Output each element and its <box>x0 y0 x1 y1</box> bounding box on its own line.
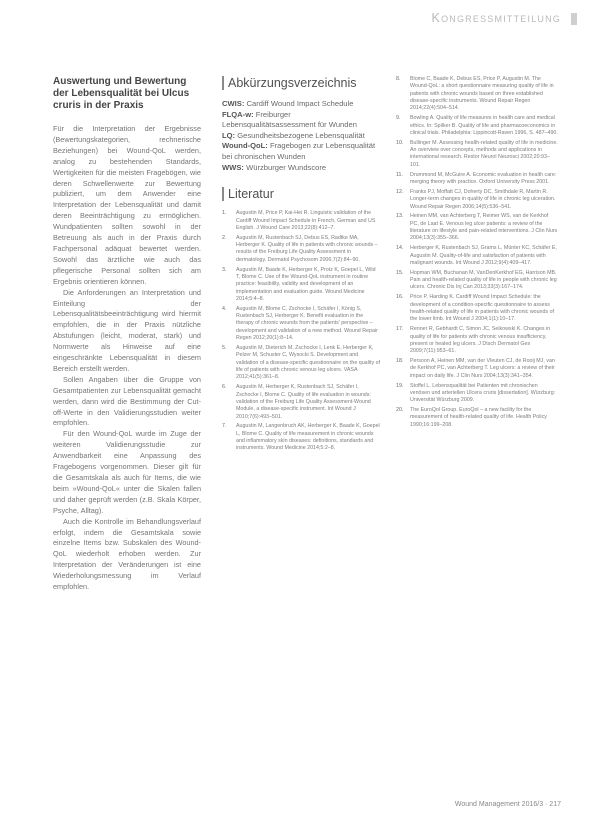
running-head: Kongressmitteilung <box>431 11 561 25</box>
section-title: Auswertung und Bewertung der Lebensqualität bei Ulcus cruris in der Praxis <box>53 76 190 111</box>
reference-item <box>396 213 558 242</box>
page-footer: Wound Management 2016/3 · 217 <box>454 801 561 808</box>
reference-item <box>396 383 558 405</box>
reference-item <box>396 407 558 429</box>
reference-item <box>396 358 558 380</box>
paragraph: Sollen Angaben über die Gruppe von Gesamtpatienten zur Lebensqualität gemacht werden, dann wird die Bestimmung der Cut-off-Werte in den Validierungsstudien weiter empfohlen. <box>53 374 201 428</box>
reference-number: 1. <box>222 210 227 217</box>
reference-text: The EuroQol Group. EuroQol – a new facility for the measurement of health-related quality of life. Health Policy 1990;16:199–208. <box>410 407 547 428</box>
abbreviation-value: Fragebogen zur Lebensqualität bei chronischen Wunden <box>222 141 376 161</box>
reference-text: Blome C, Baade K, Debus ES, Price P, Augustin M. The Wound-QoL: a short questionnaire measuring quality of life in patients with chronic wounds based on three established disease-specific instruments. Wound Repair Regen 2014;22(4):504–514. <box>410 76 554 112</box>
paragraph: Für die Interpretation der Ergebnisse (Bewertungskategorien, rechnerische Beziehungen) bei Wound-QoL werden, analog zu bestehenden Standards, Wertigkeiten für die meisten Fragebögen, wie deren Schwellenwerte zur Bewertung publiziert, um dem Anwender eine Interpretation der Lebensqualität und damit deren Beeinträchtigung zu ermöglichen. Wundpatienten sollten sowohl in der Betreuung als auch in der Praxis durch Fachpersonal adäquat bewertet werden. Sowohl das ärztliche wie auch das pflegerische Personal sollten sich am Ergebnis orientieren können. <box>53 124 201 286</box>
reference-list-part-2 <box>396 76 558 429</box>
reference-text: Persoon A, Heinen MM, van der Vleuten CJ, de Rooij MJ, van de Kerkhof PC, van Achterberg T. Leg ulcers: a review of their impact on daily life. J Clin Nurs 2004;13(3):341–354. <box>410 358 555 379</box>
reference-number: 11. <box>396 171 403 178</box>
reference-item <box>222 384 380 421</box>
paragraph: Auch die Kontrolle im Behandlungsverlauf erfolgt, indem die Gesamtskala sowie einzelne Items bzw. Subskalen des Wound-QoL wiederholt erhoben werden. Zur Interpretation der Veränderungen ist eine Wiederholungsmessung im Verlauf empfohlen. <box>53 516 201 592</box>
reference-text: Franks PJ, Moffatt CJ, Doherty DC, Smithdale R, Martin R. Longer-term changes in quality of life in chronic leg ulceration. Wound Repair Regen 2006;14(5):536–541. <box>410 188 556 210</box>
reference-number: 8. <box>396 76 401 82</box>
left-column <box>53 76 201 593</box>
reference-item <box>396 172 558 187</box>
reference-item <box>222 235 380 264</box>
reference-number: 3. <box>222 266 227 273</box>
reference-text: Augustin M, Herberger K, Rustenbach SJ, Schäfer I, Zschocke I, Blome C. Quality of life evaluation in wounds: validation of the Freiburg Life Quality Assessment-Wound Module, a disease-specific instrument. Int Wound J 2010;7(6):493–501. <box>236 384 371 420</box>
reference-number: 6. <box>222 384 227 391</box>
abbreviation-key: LQ: <box>222 130 236 140</box>
right-column <box>396 76 558 432</box>
literature-heading <box>222 187 380 201</box>
reference-number: 10. <box>396 139 404 146</box>
reference-text: Augustin M, Dieterich M, Zschocke I, Lenk E, Herberger K, Pelzer M, Schuster C, Wysocki S. Development and validation of a disease-specific questionnaire on the quality of life of patients with chronic venous leg ulcers. VASA 2012;41(5):361–8. <box>236 345 380 381</box>
reference-text: Augustin M, Baade K, Herberger K, Protz K, Goepel L, Wild T, Blome C. Use of the Wound-QoL instrument in routine practice: feasibility, validity and development of an implementation and evaluation guide. Wound Medicine 2014;5:4–8. <box>236 266 376 302</box>
reference-text: Price P, Harding K. Cardiff Wound Impact Schedule: the development of a condition-specific questionnaire to assess health-related quality of life in patients with chronic wounds of the lower limb. Int Wound J 2004;1(1):10–17. <box>410 294 554 323</box>
reference-text: Augustin M, Rustenbach SJ, Debus ES, Radtke MA, Herberger K. Quality of life in patients with chronic wounds – results of the Freiburg Life Quality Assessment in dermatology. Dermatol Psychosom 2006;7(2):84–90. <box>236 234 378 263</box>
reference-number: 18. <box>396 358 404 365</box>
reference-text: Drummond M, McGuire A. Economic evaluation in health care: merging theory with practice. Oxford University Press 2001. <box>410 171 557 185</box>
reference-number: 14. <box>396 245 404 252</box>
reference-number: 15. <box>396 269 404 276</box>
abbreviation-value: Würzburger Wundscore <box>246 162 327 172</box>
abbreviation-item <box>222 163 380 174</box>
abbreviation-key: Wound-QoL: <box>222 141 268 151</box>
paragraph: Die Anforderungen an Interpretation und Einteilung der Lebensqualitätsbeeinträchtigung wird hiermit empfohlen, die in der Praxis nützliche Abstufungen (leicht, moderat, stark) und Normwerte als Hinweise auf eine eingeschränkte Lebensqualität in diesem Bereich erstellt werden. <box>53 287 201 373</box>
reference-item <box>222 306 380 343</box>
body-text <box>53 124 201 593</box>
abbreviations-heading <box>222 76 380 90</box>
reference-number: 5. <box>222 345 227 351</box>
reference-number: 20. <box>396 407 404 414</box>
reference-text: Bowling A. Quality of life measures in health care and medical ethics. In: Spilker B. Quality of life and pharmacoeconomics in clinical trials. Philadelphia: Lippincott-Raven 1996, S. 487–490. <box>410 115 558 136</box>
literature-title: Literatur <box>228 187 274 202</box>
abbreviation-item <box>222 141 380 162</box>
reference-text: Stoffel L. Lebensqualität bei Patienten mit chronischen venösen und arteriellen Ulcera cruris [dissertation]. Würzburg: Universität Würzburg 2009. <box>410 382 556 404</box>
reference-number: 16. <box>396 294 404 301</box>
reference-text: Augustin M, Langenbruch AK, Herberger K, Baade K, Goepel L, Blome C. Quality of life measurement in chronic wounds and inflammatory skin diseases: definitions, standards and instruments. Wound Medicine 2014;5:2–8. <box>236 423 380 452</box>
abbreviation-value: Cardiff Wound Impact Schedule <box>246 99 354 108</box>
reference-item <box>396 189 558 211</box>
running-head-marker <box>571 13 577 25</box>
abbreviation-key: CWIS: <box>222 99 245 108</box>
reference-item <box>396 270 558 292</box>
reference-item <box>396 76 558 113</box>
reference-number: 7. <box>222 423 227 430</box>
abbreviation-item <box>222 99 380 110</box>
reference-item <box>396 326 558 355</box>
reference-number: 13. <box>396 213 404 220</box>
reference-number: 9. <box>396 115 401 122</box>
reference-item <box>222 210 380 232</box>
reference-text: Augustin M, Price P, Kai-Hei R. Linguistic validation of the Cardiff Wound Impact Schedule in French, German and US English. J Wound Care 2013;22(8):412–7. <box>236 210 376 231</box>
reference-number: 12. <box>396 188 404 195</box>
abbreviation-item <box>222 110 380 131</box>
abbreviations-title: Abkürzungsverzeichnis <box>228 76 357 90</box>
reference-item <box>396 245 558 267</box>
reference-item <box>396 140 558 169</box>
abbreviation-key: WWS: <box>222 162 244 172</box>
reference-text: Bullinger M. Assessing health-related quality of life in medicine. An overview over concepts, methods and applications in international research. Restor Neurol Neurosci 2002;20:93–101. <box>410 139 558 168</box>
heading-bar <box>222 76 224 90</box>
heading-bar <box>222 187 224 201</box>
middle-column <box>222 76 380 455</box>
reference-number: 2. <box>222 234 227 241</box>
reference-text: Augustin M, Blome C, Zschocke I, Schäfer I, König S, Rustenbach SJ, Herberger K. Benefit evaluation in the therapy of chronic wounds from the patients' perspective – development and validation of a new method. Wound Repair Regen 2012;20(1):8–14. <box>236 305 378 342</box>
reference-text: Herberger K, Rustenbach SJ, Grams L, Münter KC, Schäfer E, Augustin M. Quality-of-life and satisfaction of patients with malignant wounds. Int Wound J 2012;9(4):409–417. <box>410 245 557 266</box>
reference-text: Heinen MM, van Achterberg T, Reimer WS, van de Kerkhof PC, de Laat E. Venous leg ulcer patients: a review of the literature on lifestyle and pain-related interventions. J Clin Nurs 2004;13(3):355–366. <box>410 213 558 242</box>
reference-number: 4. <box>222 305 227 312</box>
reference-list-part-1 <box>222 210 380 453</box>
reference-item <box>222 345 380 382</box>
reference-item <box>222 267 380 304</box>
abbreviation-item <box>222 131 380 142</box>
reference-number: 19. <box>396 382 404 389</box>
reference-item <box>222 423 380 452</box>
abbreviation-value: Freiburger Lebensqualitätsassessment für Wunden <box>222 109 357 130</box>
reference-text: Hopman WM, Buchanan M, VanDenKerkhof EG, Harrison MB. Pain and health-related quality of life in people with chronic leg ulcers. Chronic Dis Inj Can 2013;33(3):167–174. <box>410 269 557 291</box>
paragraph: Für den Wound-QoL wurde im Zuge der weiteren Validierungsstudie zur Anwendbarkeit eine Anpassung des Fragebogens vorgenommen. Dieser gilt für die Gesamtskala als auch für Items, die wie beim »Wound-QoL« unter die Skalen fallen und daher geprüft werden (z.B. Skala Körper, Psyche, Alltag). <box>53 429 201 515</box>
reference-text: Renner R, Gebhardt C, Simon JC, Seikowski K. Changes in quality of life for patients with chronic venous insufficiency, present or healed leg ulcers. J Dtsch Dermatol Ges 2009;7(11):953–61. <box>410 326 551 355</box>
abbreviation-value: Gesundheitsbezogene Lebensqualität <box>237 130 365 140</box>
reference-item <box>396 115 558 137</box>
reference-number: 17. <box>396 326 404 333</box>
reference-item <box>396 294 558 323</box>
abbreviation-list <box>222 99 380 173</box>
abbreviation-key: FLQA-w: <box>222 109 254 119</box>
